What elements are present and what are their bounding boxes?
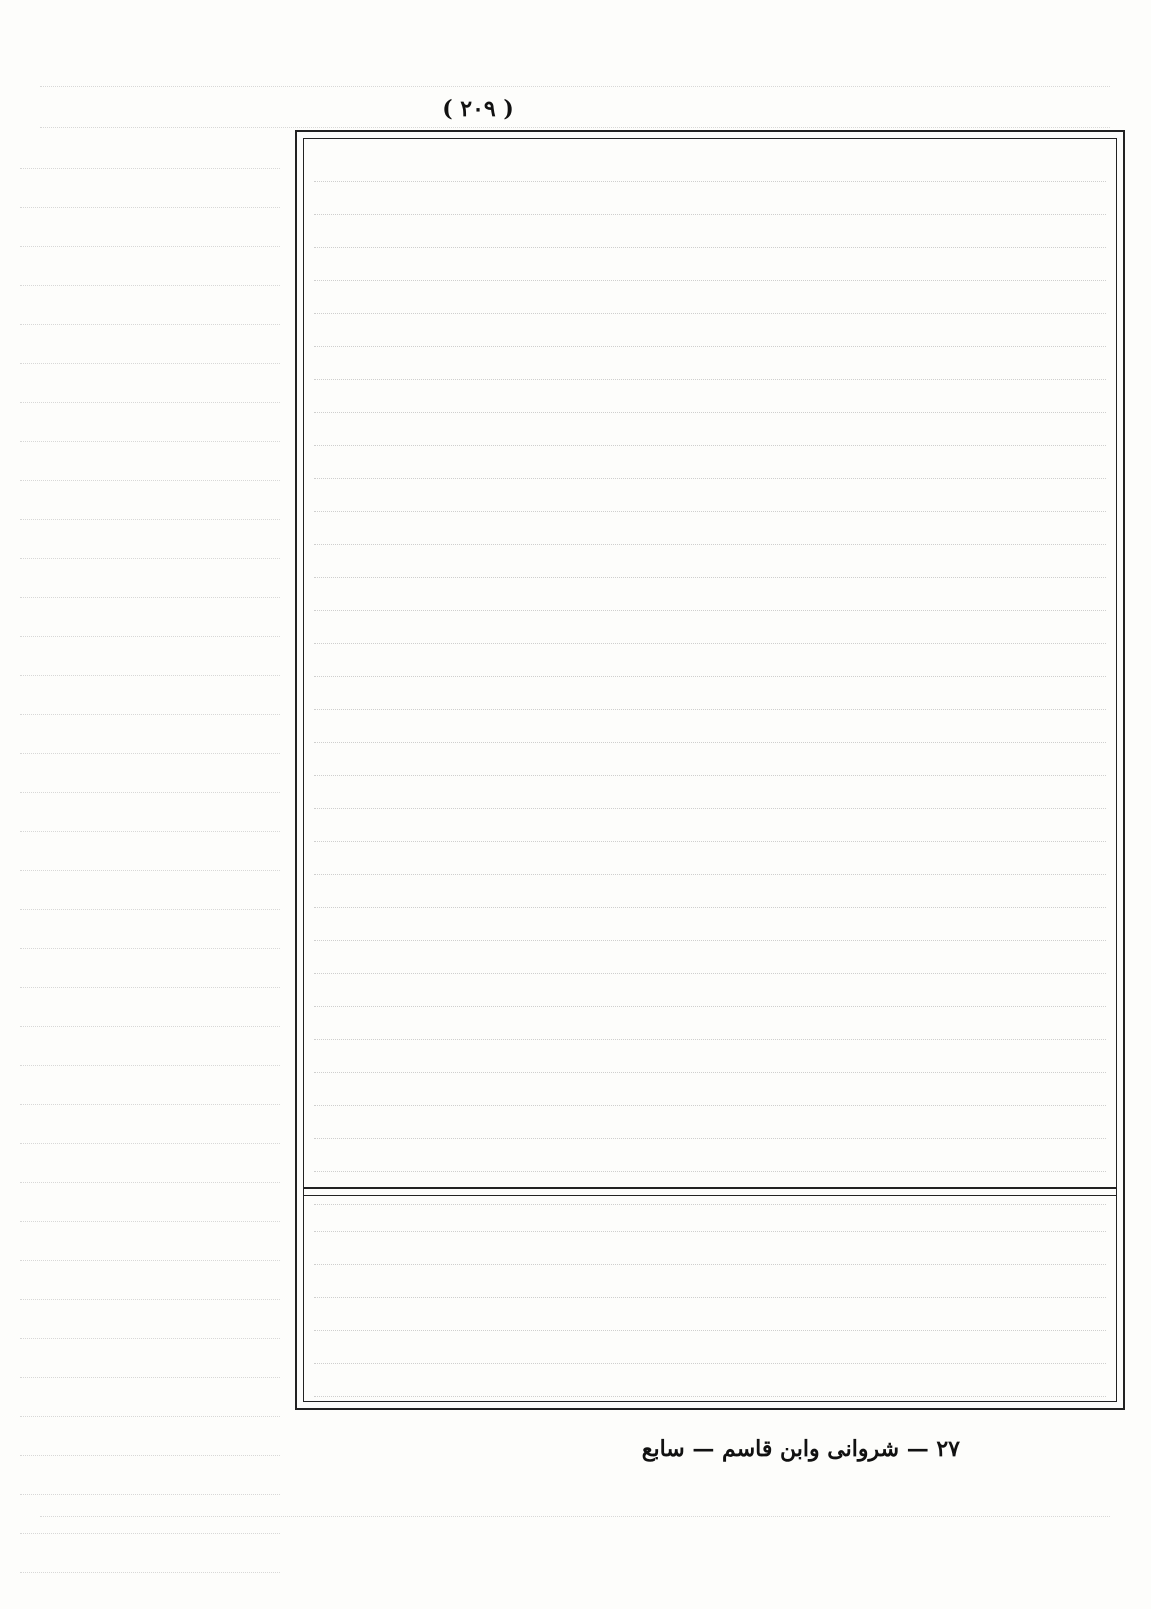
text-line — [314, 1232, 1106, 1265]
section-divider — [304, 1187, 1116, 1196]
matn-line — [40, 1476, 1110, 1517]
text-line — [314, 677, 1106, 710]
text-line — [314, 974, 1106, 1007]
side-line — [20, 481, 280, 520]
text-line — [314, 644, 1106, 677]
text-line — [314, 215, 1106, 248]
commentary-frame-inner — [303, 138, 1117, 1402]
text-line — [314, 413, 1106, 446]
upper-commentary-block — [314, 149, 1106, 1184]
side-line — [20, 1378, 280, 1417]
page-signature: ٢٧ — شروانى وابن قاسم — سابع — [641, 1436, 960, 1462]
text-line — [314, 314, 1106, 347]
page-reference: ( ٢٠٩ ) — [418, 96, 538, 122]
side-line — [20, 130, 280, 169]
text-line — [314, 1139, 1106, 1172]
text-line — [314, 611, 1106, 644]
text-line — [314, 1298, 1106, 1331]
text-line — [314, 743, 1106, 776]
side-line — [20, 754, 280, 793]
side-line — [20, 1300, 280, 1339]
text-line — [314, 776, 1106, 809]
side-line — [20, 793, 280, 832]
side-line — [20, 1066, 280, 1105]
side-line — [20, 637, 280, 676]
side-line — [20, 247, 280, 286]
side-line — [20, 1339, 280, 1378]
text-line — [314, 908, 1106, 941]
side-line — [20, 598, 280, 637]
text-line — [314, 941, 1106, 974]
side-line — [20, 520, 280, 559]
side-line — [20, 1417, 280, 1456]
side-line — [20, 325, 280, 364]
side-line — [20, 1222, 280, 1261]
text-line — [314, 1364, 1106, 1397]
matn-line — [40, 46, 1110, 87]
text-line — [314, 446, 1106, 479]
side-line — [20, 442, 280, 481]
text-line — [314, 281, 1106, 314]
text-line — [314, 578, 1106, 611]
text-line — [314, 479, 1106, 512]
side-line — [20, 403, 280, 442]
side-line — [20, 1105, 280, 1144]
side-line — [20, 832, 280, 871]
footer-matn-text — [40, 1476, 1110, 1517]
text-line — [314, 248, 1106, 281]
side-line — [20, 364, 280, 403]
side-line — [20, 286, 280, 325]
text-line — [314, 1106, 1106, 1139]
text-line — [314, 182, 1106, 215]
text-line — [314, 809, 1106, 842]
side-line — [20, 910, 280, 949]
text-line — [314, 1199, 1106, 1232]
top-matn-text — [40, 46, 1110, 128]
text-line — [314, 1331, 1106, 1364]
text-line — [314, 545, 1106, 578]
text-line — [314, 347, 1106, 380]
side-line — [20, 988, 280, 1027]
side-line — [20, 1027, 280, 1066]
side-line — [20, 1261, 280, 1300]
text-line — [314, 149, 1106, 182]
side-line — [20, 949, 280, 988]
text-line — [314, 380, 1106, 413]
lower-commentary-block — [314, 1199, 1106, 1399]
side-line — [20, 169, 280, 208]
text-line — [314, 1265, 1106, 1298]
side-line — [20, 559, 280, 598]
side-line — [20, 1183, 280, 1222]
side-line — [20, 1534, 280, 1573]
text-line — [314, 842, 1106, 875]
side-line — [20, 871, 280, 910]
side-line — [20, 715, 280, 754]
text-line — [314, 1040, 1106, 1073]
side-line — [20, 676, 280, 715]
side-line — [20, 1144, 280, 1183]
matn-line — [40, 87, 1110, 128]
side-commentary-column — [20, 130, 280, 1550]
side-line — [20, 208, 280, 247]
text-line — [314, 710, 1106, 743]
text-line — [314, 875, 1106, 908]
text-line — [314, 1073, 1106, 1106]
text-line — [314, 1007, 1106, 1040]
commentary-frame — [295, 130, 1125, 1410]
text-line — [314, 512, 1106, 545]
